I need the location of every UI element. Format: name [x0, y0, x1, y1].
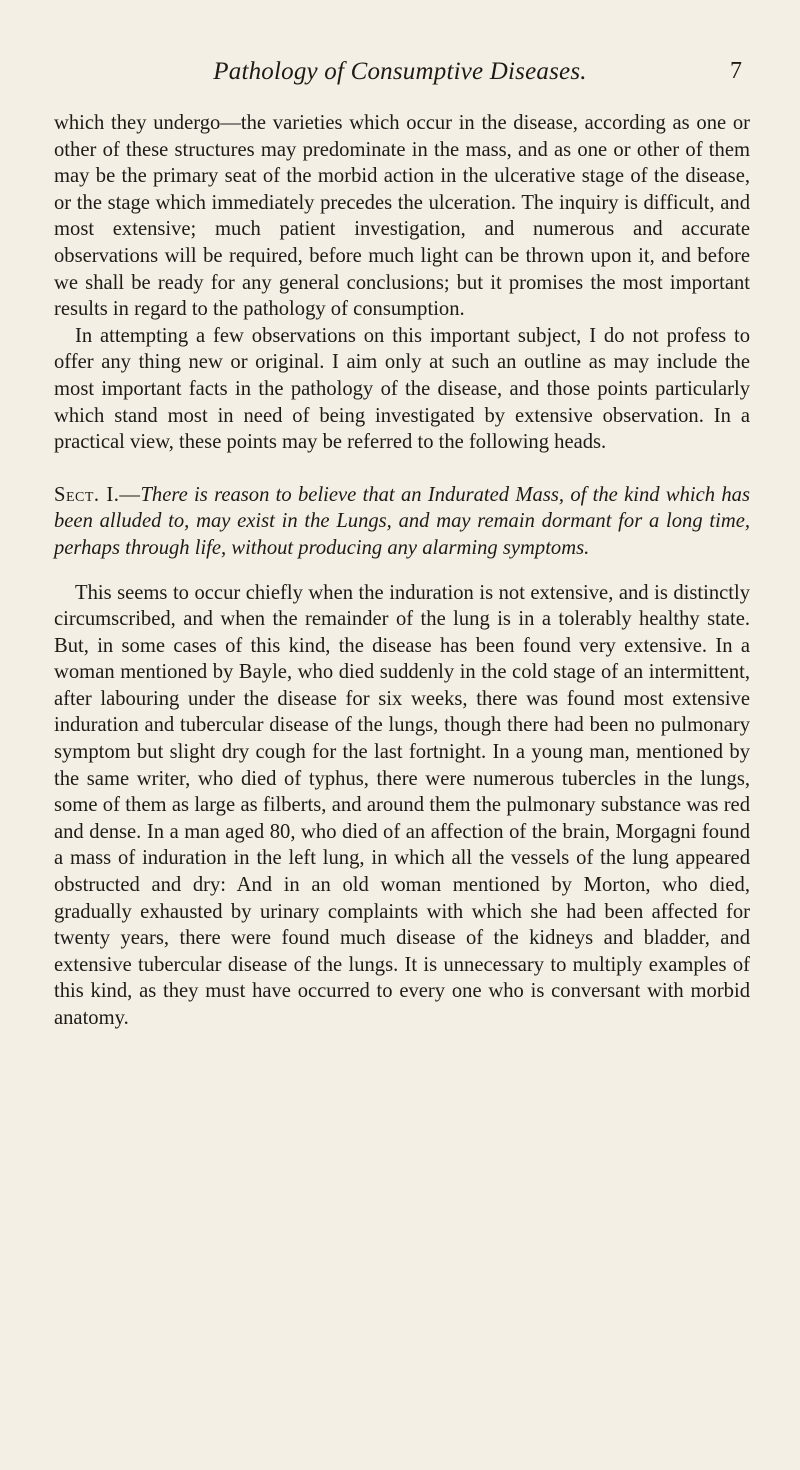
section-title: There is reason to believe that an Indurated Mass, of the kind which has been alluded to, may exist in the Lungs, and may remain dormant for a long time, perhaps through life, without producing any alarming symptoms.: [54, 483, 750, 559]
paragraph-observations: In attempting a few observations on this important subject, I do not profess to offer any thing new or original. I aim only at such an outline as may include the most important facts in the pathology of the disease, and those points particularly which stand most in need of being investigated by extensive observation. In a practical view, these points may be referred to the following heads.: [54, 324, 750, 454]
paragraph-continued: which they undergo—the varieties which occur in the disease, according as one or other of these structures may predominate in the mass, and as one or other of them may be the primary seat of the morbid action in the ulcerative stage of the disease, or the stage which immediately precedes the ulceration. The inquiry is difficult, and most extensive; much patient investigation, and numerous and accurate observations will be required, before much light can be thrown upon it, and before we shall be ready for any general conclusions; but it promises the most important results in regard to the pathology of consumption.: [54, 112, 750, 321]
section-heading: [54, 482, 750, 562]
paragraph-examples: This seems to occur chiefly when the induration is not extensive, and is distinctly circumscribed, and when the remainder of the lung is in a tolerably healthy state. But, in some cases of this kind, the disease has been found very extensive. In a woman mentioned by Bayle, who died suddenly in the cold stage of an intermittent, after labouring under the disease for six weeks, there was found most extensive induration and tubercular disease of the lungs, though there had been no pulmonary symptom but slight dry cough for the last fortnight. In a young man, mentioned by the same writer, who died of typhus, there were numerous tubercles in the lungs, some of them as large as filberts, and around them the pulmonary substance was red and dense. In a man aged 80, who died of an affection of the brain, Morgagni found a mass of induration in the left lung, in which all the vessels of the lung appeared obstructed and dry: And in an old woman mentioned by Morton, who died, gradually exhausted by urinary complaints with which she had been affected for twenty years, there were found much disease of the kidneys and bladder, and extensive tubercular disease of the lungs. It is unnecessary to multiply examples of this kind, as they must have occurred to every one who is conversant with morbid anatomy.: [54, 581, 750, 1029]
page-number: 7: [730, 58, 742, 84]
running-head: [0, 58, 800, 98]
body-text: [54, 110, 750, 1032]
running-title: Pathology of Consumptive Diseases.: [213, 58, 587, 85]
section-label: Sect. I.—: [54, 483, 141, 506]
